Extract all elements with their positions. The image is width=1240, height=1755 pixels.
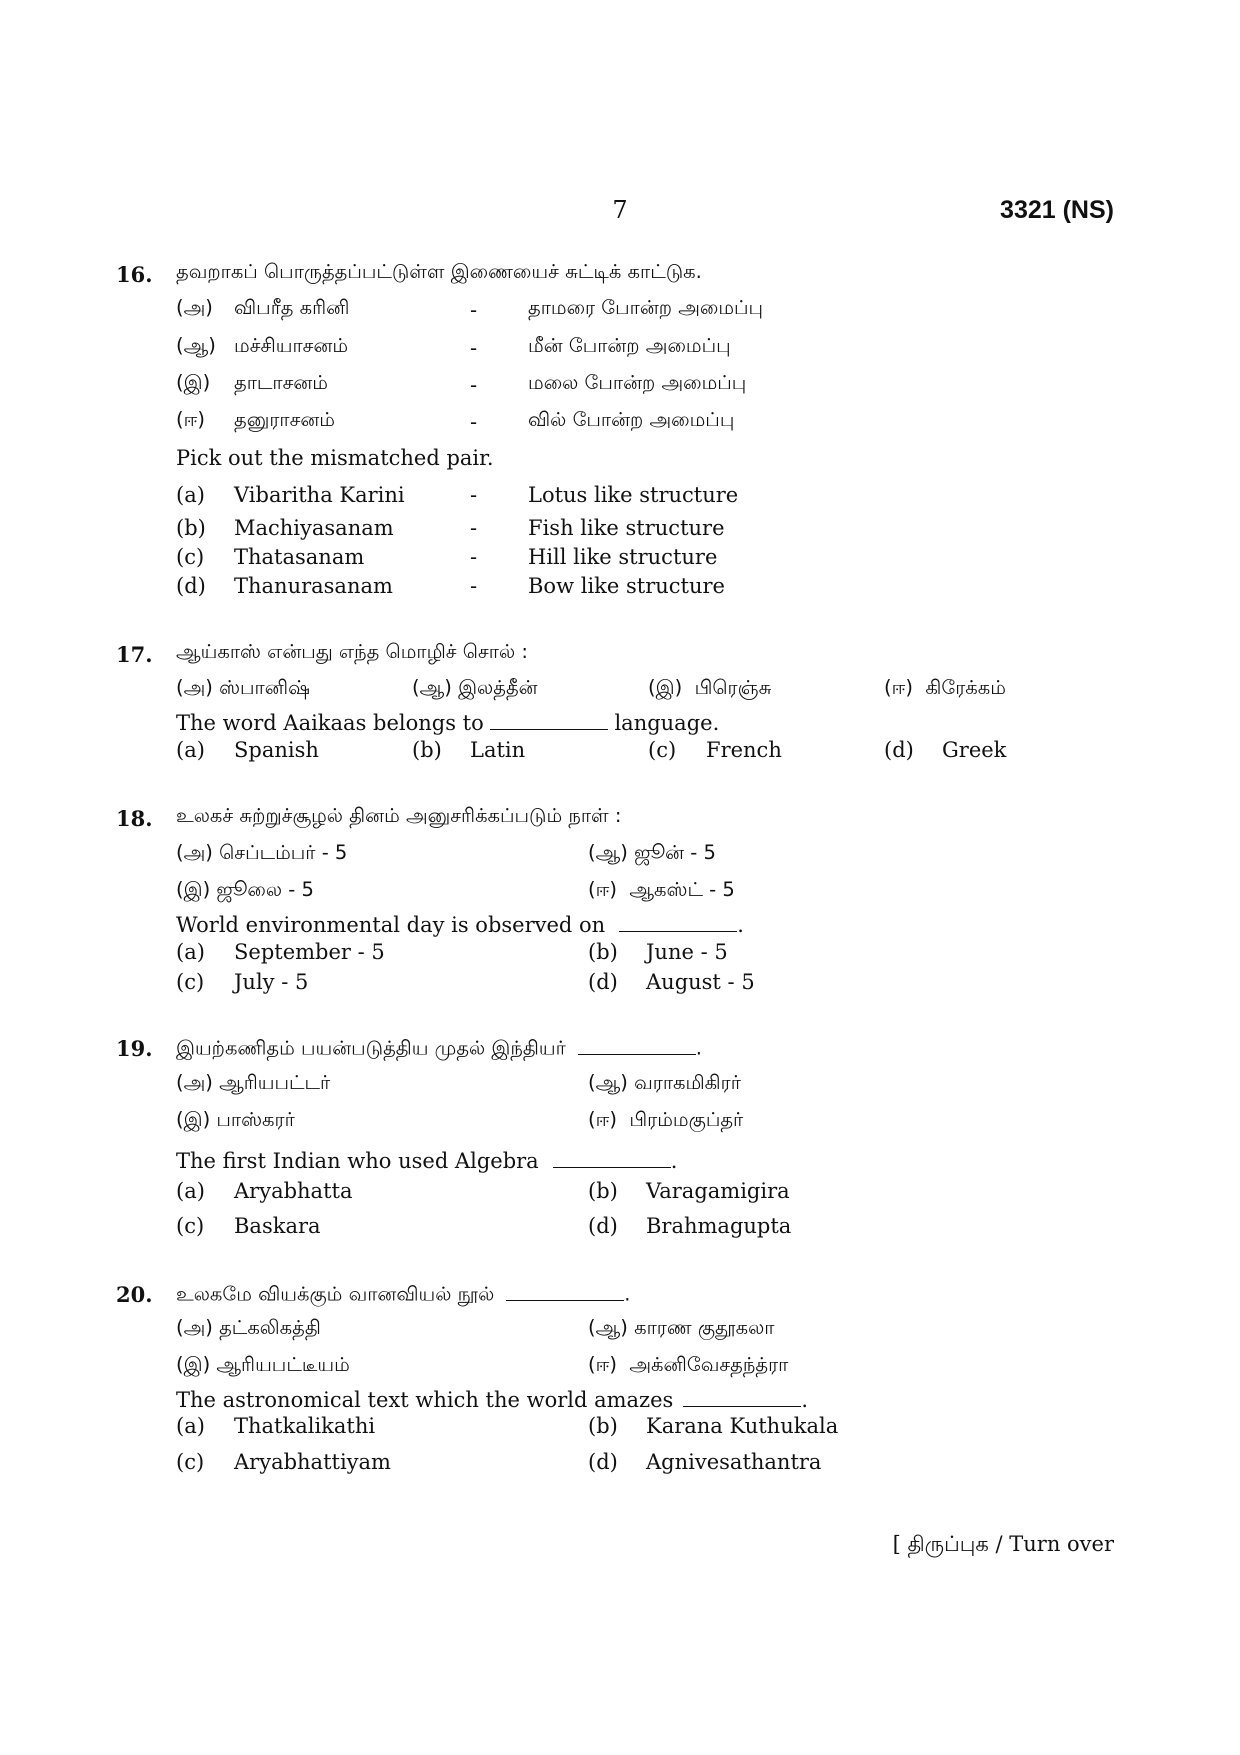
english-pair-left: Thatasanam — [234, 545, 365, 569]
question-number: 19. — [116, 1036, 153, 1061]
english-option-label: (b) — [412, 738, 442, 762]
option-text: பிரெஞ்சு — [694, 676, 772, 699]
english-pair-left: Machiyasanam — [234, 516, 394, 540]
option-text: ஆரியபட்டீயம் — [216, 1353, 350, 1376]
option-label: (ஆ) — [588, 841, 628, 864]
tamil-option-label: (ஈ) — [176, 408, 205, 431]
english-question: The first Indian who used Algebra . — [176, 1148, 678, 1173]
english-option-text: August - 5 — [646, 970, 755, 994]
tamil-option — [588, 1318, 774, 1338]
option-text: ஜூன் - 5 — [634, 841, 716, 864]
option-label: (இ) — [176, 1108, 211, 1131]
english-option-label: (b) — [588, 940, 618, 964]
tamil-pair-right: வில் போன்ற அமைப்பு — [528, 408, 735, 431]
english-pair-left: Thanurasanam — [234, 574, 393, 598]
english-option-text: Greek — [942, 738, 1007, 762]
tamil-option — [412, 678, 538, 698]
tamil-option — [176, 1110, 295, 1130]
answer-blank — [553, 1148, 671, 1168]
english-option-label: (c) — [176, 1450, 205, 1474]
english-option-label: (d) — [176, 574, 206, 598]
english-option-text: Aryabhatta — [234, 1179, 353, 1203]
option-label: (இ) — [176, 878, 211, 901]
english-pair-left: Vibaritha Karini — [234, 483, 405, 507]
english-option-label: (a) — [176, 940, 205, 964]
option-label: (இ) — [176, 1353, 211, 1376]
option-text: ஆரியபட்டர் — [219, 1071, 331, 1094]
english-question: Pick out the mismatched pair. — [176, 446, 494, 470]
tamil-pair-left: தாடாசனம் — [234, 371, 328, 394]
tamil-option — [176, 1318, 321, 1338]
answer-blank — [578, 1036, 696, 1055]
tamil-option — [176, 843, 347, 863]
tamil-option — [588, 843, 716, 863]
english-pair-right: Bow like structure — [528, 574, 725, 598]
option-label: (ஈ) — [884, 676, 913, 699]
english-option-label: (c) — [648, 738, 677, 762]
english-option-label: (a) — [176, 1414, 205, 1438]
tamil-pair-right: மலை போன்ற அமைப்பு — [528, 371, 747, 394]
question-number: 17. — [116, 642, 153, 667]
page-number: 7 — [612, 196, 628, 224]
tamil-option-label: (ஆ) — [176, 334, 216, 357]
tamil-pair-right: தாமரை போன்ற அமைப்பு — [528, 296, 764, 319]
option-text: பிரம்மகுப்தர் — [629, 1108, 744, 1131]
pair-dash: - — [470, 483, 478, 507]
english-option-label: (d) — [884, 738, 914, 762]
tamil-option — [884, 678, 1006, 698]
english-option-label: (c) — [176, 545, 205, 569]
question-number: 20. — [116, 1282, 153, 1307]
tamil-option — [648, 678, 771, 698]
english-option-text: Brahmagupta — [646, 1214, 792, 1238]
tamil-pair-left: மச்சியாசனம் — [234, 334, 349, 357]
tamil-pair-right: மீன் போன்ற அமைப்பு — [528, 334, 731, 357]
answer-blank — [619, 912, 737, 932]
option-text: காரண குதூகலா — [634, 1316, 775, 1339]
tamil-pair-left: விபரீத கரினி — [234, 296, 350, 319]
option-text: தட்கலிகத்தி — [219, 1316, 321, 1339]
english-option-text: September - 5 — [234, 940, 385, 964]
pair-dash: - — [470, 336, 478, 360]
question-number: 16. — [116, 262, 153, 287]
english-option-text: Aryabhattiyam — [234, 1450, 391, 1474]
english-option-label: (a) — [176, 738, 205, 762]
option-label: (அ) — [176, 1316, 213, 1339]
english-option-text: Thatkalikathi — [234, 1414, 376, 1438]
option-label: (ஆ) — [412, 676, 452, 699]
tamil-option — [176, 678, 310, 698]
english-option-label: (d) — [588, 970, 618, 994]
option-text: கிரேக்கம் — [925, 676, 1006, 699]
answer-blank — [683, 1387, 801, 1407]
english-option-text: Spanish — [234, 738, 319, 762]
tamil-option — [176, 1073, 330, 1093]
tamil-pair-left: தனுராசனம் — [234, 408, 335, 431]
option-label: (ஆ) — [588, 1071, 628, 1094]
pair-dash: - — [470, 545, 478, 569]
tamil-option-label: (இ) — [176, 371, 211, 394]
english-option-text: June - 5 — [646, 940, 728, 964]
tamil-option — [588, 1110, 743, 1130]
pair-dash: - — [470, 373, 478, 397]
pair-dash: - — [470, 516, 478, 540]
english-question: The word Aaikaas belongs to language. — [176, 710, 720, 735]
answer-blank — [490, 710, 608, 730]
option-label: (இ) — [648, 676, 683, 699]
english-option-label: (d) — [588, 1450, 618, 1474]
tamil-option — [588, 880, 735, 900]
option-label: (அ) — [176, 1071, 213, 1094]
question-number: 18. — [116, 806, 153, 831]
english-pair-right: Hill like structure — [528, 545, 718, 569]
pair-dash: - — [470, 574, 478, 598]
option-label: (அ) — [176, 676, 213, 699]
tamil-question: உலகமே வியக்கும் வானவியல் நூல் . — [176, 1282, 631, 1306]
option-text: இலத்தீன் — [458, 676, 538, 699]
pair-dash: - — [470, 410, 478, 434]
tamil-question: உலகச் சுற்றுச்சூழல் தினம் அனுசரிக்கப்படும் நாள் : — [176, 804, 622, 827]
english-option-label: (a) — [176, 483, 205, 507]
option-label: (ஆ) — [588, 1316, 628, 1339]
english-option-text: Latin — [470, 738, 526, 762]
option-text: ஆகஸ்ட் - 5 — [629, 878, 735, 901]
option-text: ஸ்பானிஷ் — [219, 676, 310, 699]
english-option-text: Baskara — [234, 1214, 321, 1238]
tamil-question: இயற்கணிதம் பயன்படுத்திய முதல் இந்தியர் . — [176, 1036, 702, 1060]
pair-dash: - — [470, 298, 478, 322]
turn-over-note: [ திருப்புக / Turn over — [892, 1532, 1114, 1556]
tamil-option — [176, 880, 314, 900]
option-label: (ஈ) — [588, 878, 617, 901]
option-text: ஜூலை - 5 — [216, 878, 314, 901]
option-label: (ஈ) — [588, 1353, 617, 1376]
option-text: வராகமிகிரர் — [634, 1071, 741, 1094]
english-option-label: (c) — [176, 1214, 205, 1238]
english-option-label: (d) — [588, 1214, 618, 1238]
exam-code: 3321 (NS) — [1000, 196, 1114, 224]
english-option-text: Karana Kuthukala — [646, 1414, 839, 1438]
english-option-text: Agnivesathantra — [646, 1450, 822, 1474]
english-question: The astronomical text which the world amazes . — [176, 1387, 808, 1412]
english-option-text: French — [706, 738, 782, 762]
english-option-text: July - 5 — [234, 970, 309, 994]
tamil-option — [588, 1355, 788, 1375]
english-option-label: (c) — [176, 970, 205, 994]
english-option-label: (a) — [176, 1179, 205, 1203]
option-text: பாஸ்கரர் — [216, 1108, 295, 1131]
english-option-label: (b) — [588, 1414, 618, 1438]
answer-blank — [506, 1282, 624, 1301]
english-option-label: (b) — [588, 1179, 618, 1203]
tamil-question: ஆய்காஸ் என்பது எந்த மொழிச் சொல் : — [176, 640, 528, 663]
english-question: World environmental day is observed on . — [176, 912, 744, 937]
english-pair-right: Lotus like structure — [528, 483, 739, 507]
tamil-option-label: (அ) — [176, 296, 213, 319]
option-label: (ஈ) — [588, 1108, 617, 1131]
english-option-text: Varagamigira — [646, 1179, 790, 1203]
option-text: அக்னிவேசதந்த்ரா — [629, 1353, 789, 1376]
tamil-option — [176, 1355, 350, 1375]
english-option-label: (b) — [176, 516, 206, 540]
option-label: (அ) — [176, 841, 213, 864]
tamil-question: தவறாகப் பொருத்தப்பட்டுள்ள இணையைச் சுட்டிக் காட்டுக. — [176, 260, 702, 283]
english-pair-right: Fish like structure — [528, 516, 725, 540]
tamil-option — [588, 1073, 741, 1093]
option-text: செப்டம்பர் - 5 — [219, 841, 348, 864]
